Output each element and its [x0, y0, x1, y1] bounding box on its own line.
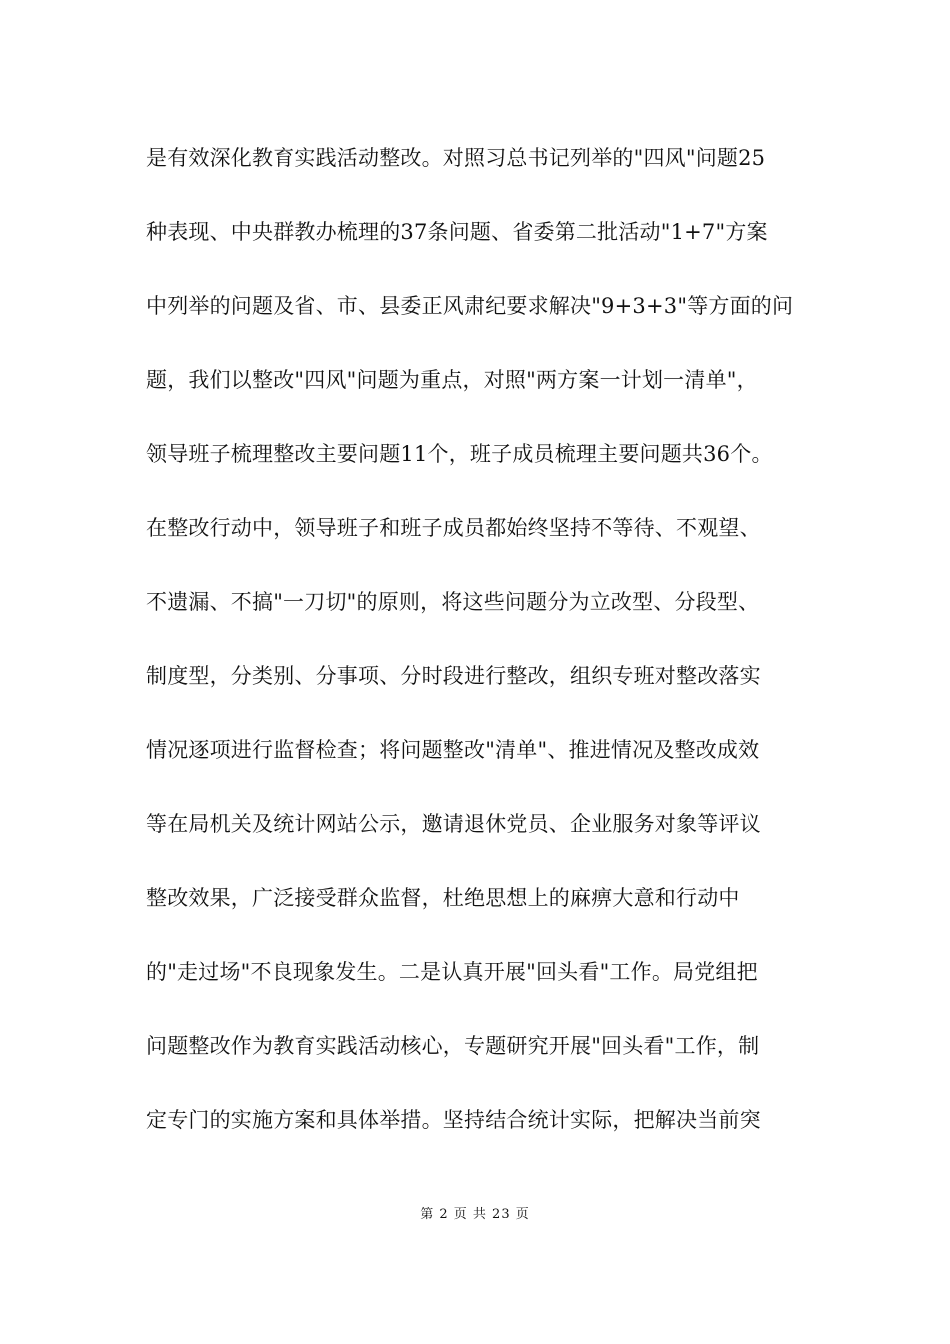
body-paragraph — [146, 136, 836, 1172]
text-line: 领导班子梳理整改主要问题11个，班子成员梳理主要问题共36个。 — [146, 442, 773, 466]
text-line: 在整改行动中，领导班子和班子成员都始终坚持不等待、不观望、 — [146, 516, 761, 540]
text-line: 定专门的实施方案和具体举措。坚持结合统计实际，把解决当前突 — [146, 1108, 761, 1132]
text-line: 种表现、中央群教办梳理的37条问题、省委第二批活动"1+7"方案 — [146, 220, 768, 244]
text-line: 情况逐项进行监督检查；将问题整改"清单"、推进情况及整改成效 — [146, 738, 760, 762]
text-line: 问题整改作为教育实践活动核心，专题研究开展"回头看"工作，制 — [146, 1034, 760, 1058]
page-footer — [0, 1205, 950, 1225]
text-line: 中列举的问题及省、市、县委正风肃纪要求解决"9+3+3"等方面的问 — [146, 294, 794, 318]
text-line: 是有效深化教育实践活动整改。对照习总书记列举的"四风"问题25 — [146, 146, 766, 170]
text-line: 整改效果，广泛接受群众监督，杜绝思想上的麻痹大意和行动中 — [146, 886, 740, 910]
page-number: 第 2 页 共 23 页 — [420, 1207, 530, 1222]
text-line: 题，我们以整改"四风"问题为重点，对照"两方案一计划一清单"， — [146, 368, 758, 392]
text-line: 等在局机关及统计网站公示，邀请退休党员、企业服务对象等评议 — [146, 812, 761, 836]
text-line: 的"走过场"不良现象发生。二是认真开展"回头看"工作。局党组把 — [146, 960, 758, 984]
text-line: 不遗漏、不搞"一刀切"的原则，将这些问题分为立改型、分段型、 — [146, 590, 760, 614]
text-line: 制度型，分类别、分事项、分时段进行整改，组织专班对整改落实 — [146, 664, 761, 688]
